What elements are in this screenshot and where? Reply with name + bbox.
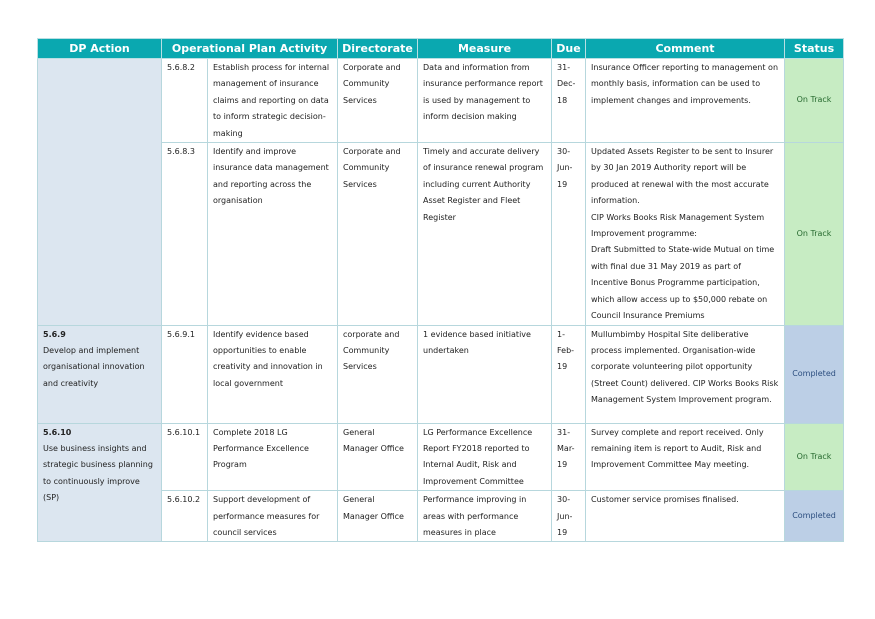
due-cell: 31-Mar-19	[552, 423, 586, 491]
comment-paragraph: Updated Assets Register to be sent to Insurer by 30 Jan 2019 Authority report will be produced at renewal with the most accurate information.	[591, 147, 774, 206]
dp-action-cell	[38, 423, 162, 542]
comment-paragraph: CIP Works Books Risk Management System Improvement programme:	[591, 212, 765, 239]
header-comment: Comment	[586, 39, 785, 59]
measure-cell: 1 evidence based initiative undertaken	[418, 325, 552, 423]
header-activity: Operational Plan Activity	[162, 39, 338, 59]
measure-cell: Timely and accurate delivery of insurance renewal program including current Authority Asset Register and Fleet Register	[418, 143, 552, 325]
dp-action-code: 5.6.9	[43, 329, 66, 339]
activity-text: Identify and improve insurance data management and reporting across the organisation	[208, 143, 338, 325]
status-badge: On Track	[785, 59, 844, 143]
dp-action-description: Develop and implement organisational innovation and creativity	[43, 345, 145, 388]
dp-action-cell	[38, 59, 162, 326]
activity-text: Support development of performance measures for council services	[208, 491, 338, 542]
measure-cell: LG Performance Excellence Report FY2018 reported to Internal Audit, Risk and Improvement Committee	[418, 423, 552, 491]
directorate-cell: General Manager Office	[338, 491, 418, 542]
comment-cell	[586, 143, 785, 325]
comment-cell: Insurance Officer reporting to management on monthly basis, information can be used to implement changes and improvements.	[586, 59, 785, 143]
due-cell: 30-Jun-19	[552, 491, 586, 542]
header-measure: Measure	[418, 39, 552, 59]
table-row	[38, 423, 844, 491]
due-cell: 31-Dec-18	[552, 59, 586, 143]
dp-action-description: Use business insights and strategic business planning to continuously improve (SP)	[43, 443, 153, 503]
directorate-cell: Corporate and Community Services	[338, 59, 418, 143]
operational-plan-page	[37, 38, 843, 542]
directorate-cell: General Manager Office	[338, 423, 418, 491]
status-badge: Completed	[785, 491, 844, 542]
activity-text: Identify evidence based opportunities to enable creativity and innovation in local government	[208, 325, 338, 423]
status-badge: On Track	[785, 143, 844, 325]
measure-cell: Data and information from insurance performance report is used by management to inform decision making	[418, 59, 552, 143]
dp-action-code: 5.6.10	[43, 427, 72, 437]
comment-cell: Survey complete and report received. Only remaining item is report to Audit, Risk and Improvement Committee May meeting.	[586, 423, 785, 491]
due-cell: 1-Feb-19	[552, 325, 586, 423]
table-row	[38, 325, 844, 423]
directorate-cell: Corporate and Community Services	[338, 143, 418, 325]
activity-number: 5.6.10.1	[162, 423, 208, 491]
due-cell: 30-Jun-19	[552, 143, 586, 325]
activity-number: 5.6.9.1	[162, 325, 208, 423]
activity-text: Establish process for internal management of insurance claims and reporting on data to inform strategic decision-making	[208, 59, 338, 143]
measure-cell: Performance improving in areas with performance measures in place	[418, 491, 552, 542]
comment-cell: Customer service promises finalised.	[586, 491, 785, 542]
table-row	[38, 59, 844, 143]
header-directorate: Directorate	[338, 39, 418, 59]
activity-text: Complete 2018 LG Performance Excellence Program	[208, 423, 338, 491]
activity-number: 5.6.8.2	[162, 59, 208, 143]
header-dp-action: DP Action	[38, 39, 162, 59]
header-row	[38, 39, 844, 59]
comment-paragraph: Draft Submitted to State-wide Mutual on time with final due 31 May 2019 as part of Incentive Bonus Programme participation, which allow access up to $50,000 rebate on Council Insurance Premiums	[591, 245, 775, 321]
header-status: Status	[785, 39, 844, 59]
dp-action-cell	[38, 325, 162, 423]
status-badge: On Track	[785, 423, 844, 491]
activity-number: 5.6.10.2	[162, 491, 208, 542]
activity-number: 5.6.8.3	[162, 143, 208, 325]
comment-cell: Mullumbimby Hospital Site deliberative process implemented. Organisation-wide corporate volunteering pilot opportunity (Street Count) delivered. CIP Works Books Risk Management System Improvement program.	[586, 325, 785, 423]
operational-plan-table	[37, 38, 844, 542]
header-due: Due	[552, 39, 586, 59]
status-badge: Completed	[785, 325, 844, 423]
directorate-cell: corporate and Community Services	[338, 325, 418, 423]
